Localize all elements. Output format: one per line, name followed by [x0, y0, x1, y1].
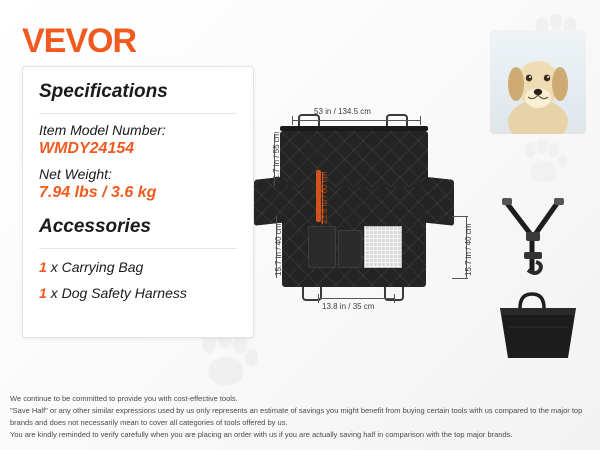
list-item	[39, 285, 237, 301]
specifications-card	[22, 66, 254, 338]
divider	[39, 248, 237, 249]
dim-leader-right2	[452, 278, 468, 279]
paw-watermark-right	[520, 140, 568, 184]
mesh-viewing-window	[364, 226, 402, 268]
net-weight-label: Net Weight:	[39, 166, 112, 182]
net-weight-value: 7.94 lbs / 3.6 kg	[39, 184, 157, 201]
paw-watermark-bottom	[196, 330, 258, 388]
carrying-bag	[492, 286, 584, 366]
specifications-title: Specifications	[39, 81, 168, 102]
accessory-qty: 1	[39, 285, 47, 301]
dim-tick	[394, 294, 395, 303]
dim-line-bottom	[318, 298, 394, 299]
storage-pocket-left	[308, 226, 336, 268]
dimension-right-side: 15.7 in / 40 cm	[464, 223, 473, 276]
brand-logo: VEVOR	[22, 22, 137, 60]
footer-line-2: "Save Half" or any other similar expressions used by us only represents an estimate of savings you might benefit from buying certain tools with us compared to the major top brands and does not necessarily mean to cover all categories of tools offered by us.	[10, 406, 583, 427]
dimension-side-flap: 23.6 in / 60 cm	[320, 171, 329, 224]
storage-pocket-center	[338, 230, 362, 268]
dim-tick	[420, 116, 421, 125]
accessories-title: Accessories	[39, 216, 151, 237]
dimension-bottom-width: 13.8 in / 35 cm	[322, 302, 375, 311]
dimension-top-width: 53 in / 134.5 cm	[314, 107, 371, 116]
footer-line-3: You are kindly reminded to verify carefully when you are placing an order with us if you are actually saving half in comparison with the top major brands.	[10, 430, 513, 440]
dimension-left-height: 21.7 in / 55 cm	[272, 131, 281, 184]
dog-safety-harness	[498, 196, 570, 284]
accessory-qty: 1	[39, 259, 47, 275]
model-number-label: Item Model Number:	[39, 122, 166, 138]
footer-disclaimer	[0, 387, 600, 450]
dog-photo	[490, 30, 586, 134]
list-item	[39, 259, 237, 275]
dim-leader-right	[452, 216, 468, 217]
dim-line-top	[292, 120, 420, 121]
dim-tick	[292, 116, 293, 125]
dim-tick	[318, 294, 319, 303]
dimension-left-lower: 15.7 in / 40 cm	[274, 223, 283, 276]
divider	[39, 113, 237, 114]
accessory-label: x Dog Safety Harness	[50, 285, 187, 301]
accessory-label: x Carrying Bag	[50, 259, 144, 275]
seat-back-panel	[280, 131, 428, 187]
footer-line-1: We continue to be committed to provide you with cost-effective tools.	[10, 393, 238, 403]
model-number-value: WMDY24154	[39, 140, 135, 157]
product-illustration	[258, 107, 490, 322]
